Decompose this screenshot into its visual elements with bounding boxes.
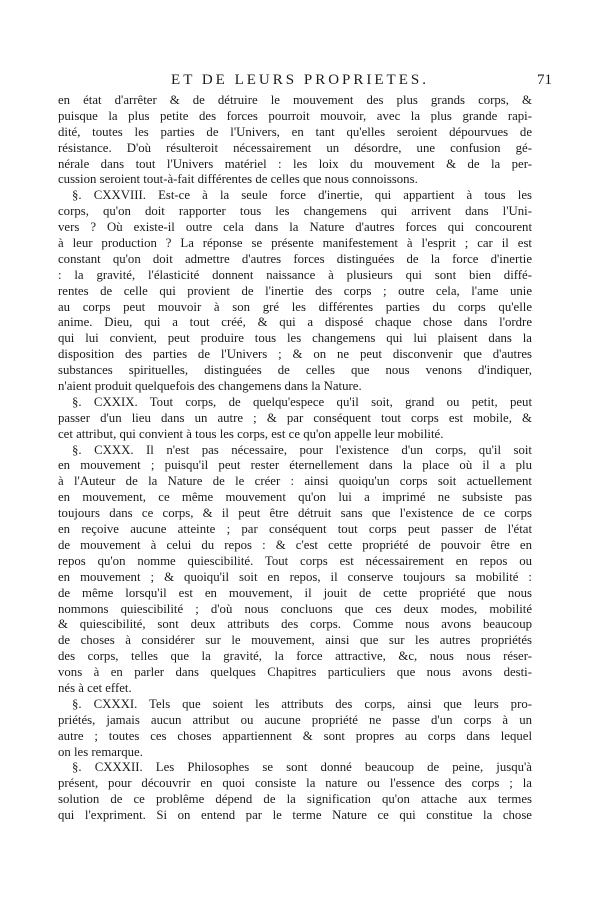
text-line: qui lui convient, peut produire tous les changemens qui lui plaisent dans la [58, 331, 532, 346]
text-line: qui l'expriment. Si on entend par le terme Nature ce qui constitue la chose [58, 808, 532, 823]
text-line: on les remarque. [58, 744, 143, 759]
text-line: de mouvement à celui du repos : & c'est cette propriété de pouvoir être en [58, 537, 532, 552]
text-line: au corps peut mouvoir à son gré les différentes parties du corps qu'elle [58, 299, 532, 314]
text-line: à l'Auteur de la Nature de le créer : ainsi quoiqu'un corps soit actuellement [58, 474, 532, 489]
text-line: solution de ce problême dépend de la signification qu'on attache aux termes [58, 792, 532, 807]
text-line: constant qu'on doit admettre d'autres forces distinguées de la force d'inertie [58, 251, 532, 266]
text-line: en mouvement ; puisqu'il peut rester éternellement dans la place où il a plu [58, 458, 532, 473]
text-line: §. CXXXI. Tels que soient les attributs des corps, ainsi que leurs pro- [72, 696, 532, 711]
body-text [58, 93, 532, 824]
text-line: en état d'arrêter & de détruire le mouvement des plus grands corps, & [58, 93, 532, 107]
text-line: en mouvement, ce même mouvement qu'on lui a imprimé ne subsiste pas [58, 490, 532, 505]
text-line: anime. Dieu, qui a tout créé, & qui a disposé chaque chose dans l'ordre [58, 315, 532, 330]
text-line: vers ? Où existe-il outre cela dans la Nature d'autres forces qui concourent [58, 220, 532, 235]
text-line: §. CXXIX. Tout corps, de quelqu'espece qu'il soit, grand ou petit, peut [72, 394, 532, 409]
text-line: puisque la plus petite des forces pourroit mouvoir, avec la plus grande rapi- [58, 108, 532, 123]
text-line: présent, pour découvrir en quoi consiste la nature ou l'essence des corps ; la [58, 776, 532, 791]
text-line: nérale dans tout l'Univers matériel : les loix du mouvement & de la per- [58, 156, 532, 171]
text-line: substances spirituelles, distinguées de celles que nous venons d'indiquer, [58, 363, 532, 378]
text-line: nommons quiescibilité ; d'où nous concluons que ces deux modes, mobilité [58, 601, 532, 616]
text-line: priétés, jamais aucun attribut ou aucune propriété ne passe d'un corps à un [58, 712, 532, 727]
text-line: toujours dans ce corps, & il peut être détruit sans que l'existence de ce corps [58, 506, 532, 521]
text-line: disposition des parties de l'Univers ; & on ne peut disconvenir que d'autres [58, 347, 532, 362]
text-line: rentes de celle qui provient de l'inertie des corps ; outre cela, l'ame unie [58, 283, 532, 298]
text-line: en mouvement ; & quoiqu'il soit en repos, il conserve toujours sa mobilité : [58, 569, 532, 584]
text-line: n'aient produit quelquefois des changemens dans la Nature. [58, 379, 362, 394]
text-line: en reçoive aucune atteinte ; par conséquent tout corps peut passer de l'état [58, 522, 532, 537]
text-line: résistance. D'où résulteroit nécessairement un désordre, une confusion gé- [58, 140, 532, 155]
text-line: des corps, telles que la gravité, la force attractive, &c, nous nous réser- [58, 649, 532, 664]
text-line: de même lorsqu'il est en mouvement, il jouit de cette propriété que nous [58, 585, 532, 600]
text-line: repos qu'on nomme quiescibilité. Tout corps est nécessairement en repos ou [58, 553, 532, 568]
running-head [70, 72, 552, 94]
page-number: 71 [537, 72, 552, 88]
text-line: de choses à considérer sur le mouvement, ainsi que sur les autres propriétés [58, 633, 532, 648]
text-line: cet attribut, qui convient à tous les corps, est ce qu'on appelle leur mobilité. [58, 426, 444, 441]
text-line: §. CXXX. Il n'est pas nécessaire, pour l'existence d'un corps, qu'il soit [72, 442, 532, 457]
text-line: : la gravité, l'élasticité donnent naissance à plusieurs qui sont bien diffé- [58, 267, 532, 282]
text-line: §. CXXXII. Les Philosophes se sont donné beaucoup de peine, jusqu'à [72, 760, 532, 775]
running-title: ET DE LEURS PROPRIETES. [171, 72, 429, 88]
text-line: & quiescibilité, sont deux attributs des corps. Comme nous avons beaucoup [58, 617, 532, 632]
text-line: §. CXXVIII. Est-ce à la seule force d'inertie, qui appartient à tous les [72, 188, 532, 203]
text-line: cussion seroient tout-à-fait différentes de celles que nous connoissons. [58, 172, 418, 187]
text-line: autre ; toutes ces choses appartiennent & sont propres au corps dans lequel [58, 728, 532, 743]
text-line: passer d'un lieu dans un autre ; & par conséquent tout corps est mobile, & [58, 410, 532, 425]
text-line: dité, toutes les parties de l'Univers, en tant qu'elles seroient dépourvues de [58, 124, 532, 139]
text-line: à leur production ? La réponse se présente manifestement à l'esprit ; car il est [58, 236, 532, 251]
text-line: corps, qu'on doit rapporter tous les changemens qui arrivent dans l'Uni- [58, 204, 532, 219]
text-line: vons à en parler dans quelques Chapitres particuliers que nous avons desti- [58, 665, 532, 680]
text-line: nés à cet effet. [58, 680, 132, 695]
